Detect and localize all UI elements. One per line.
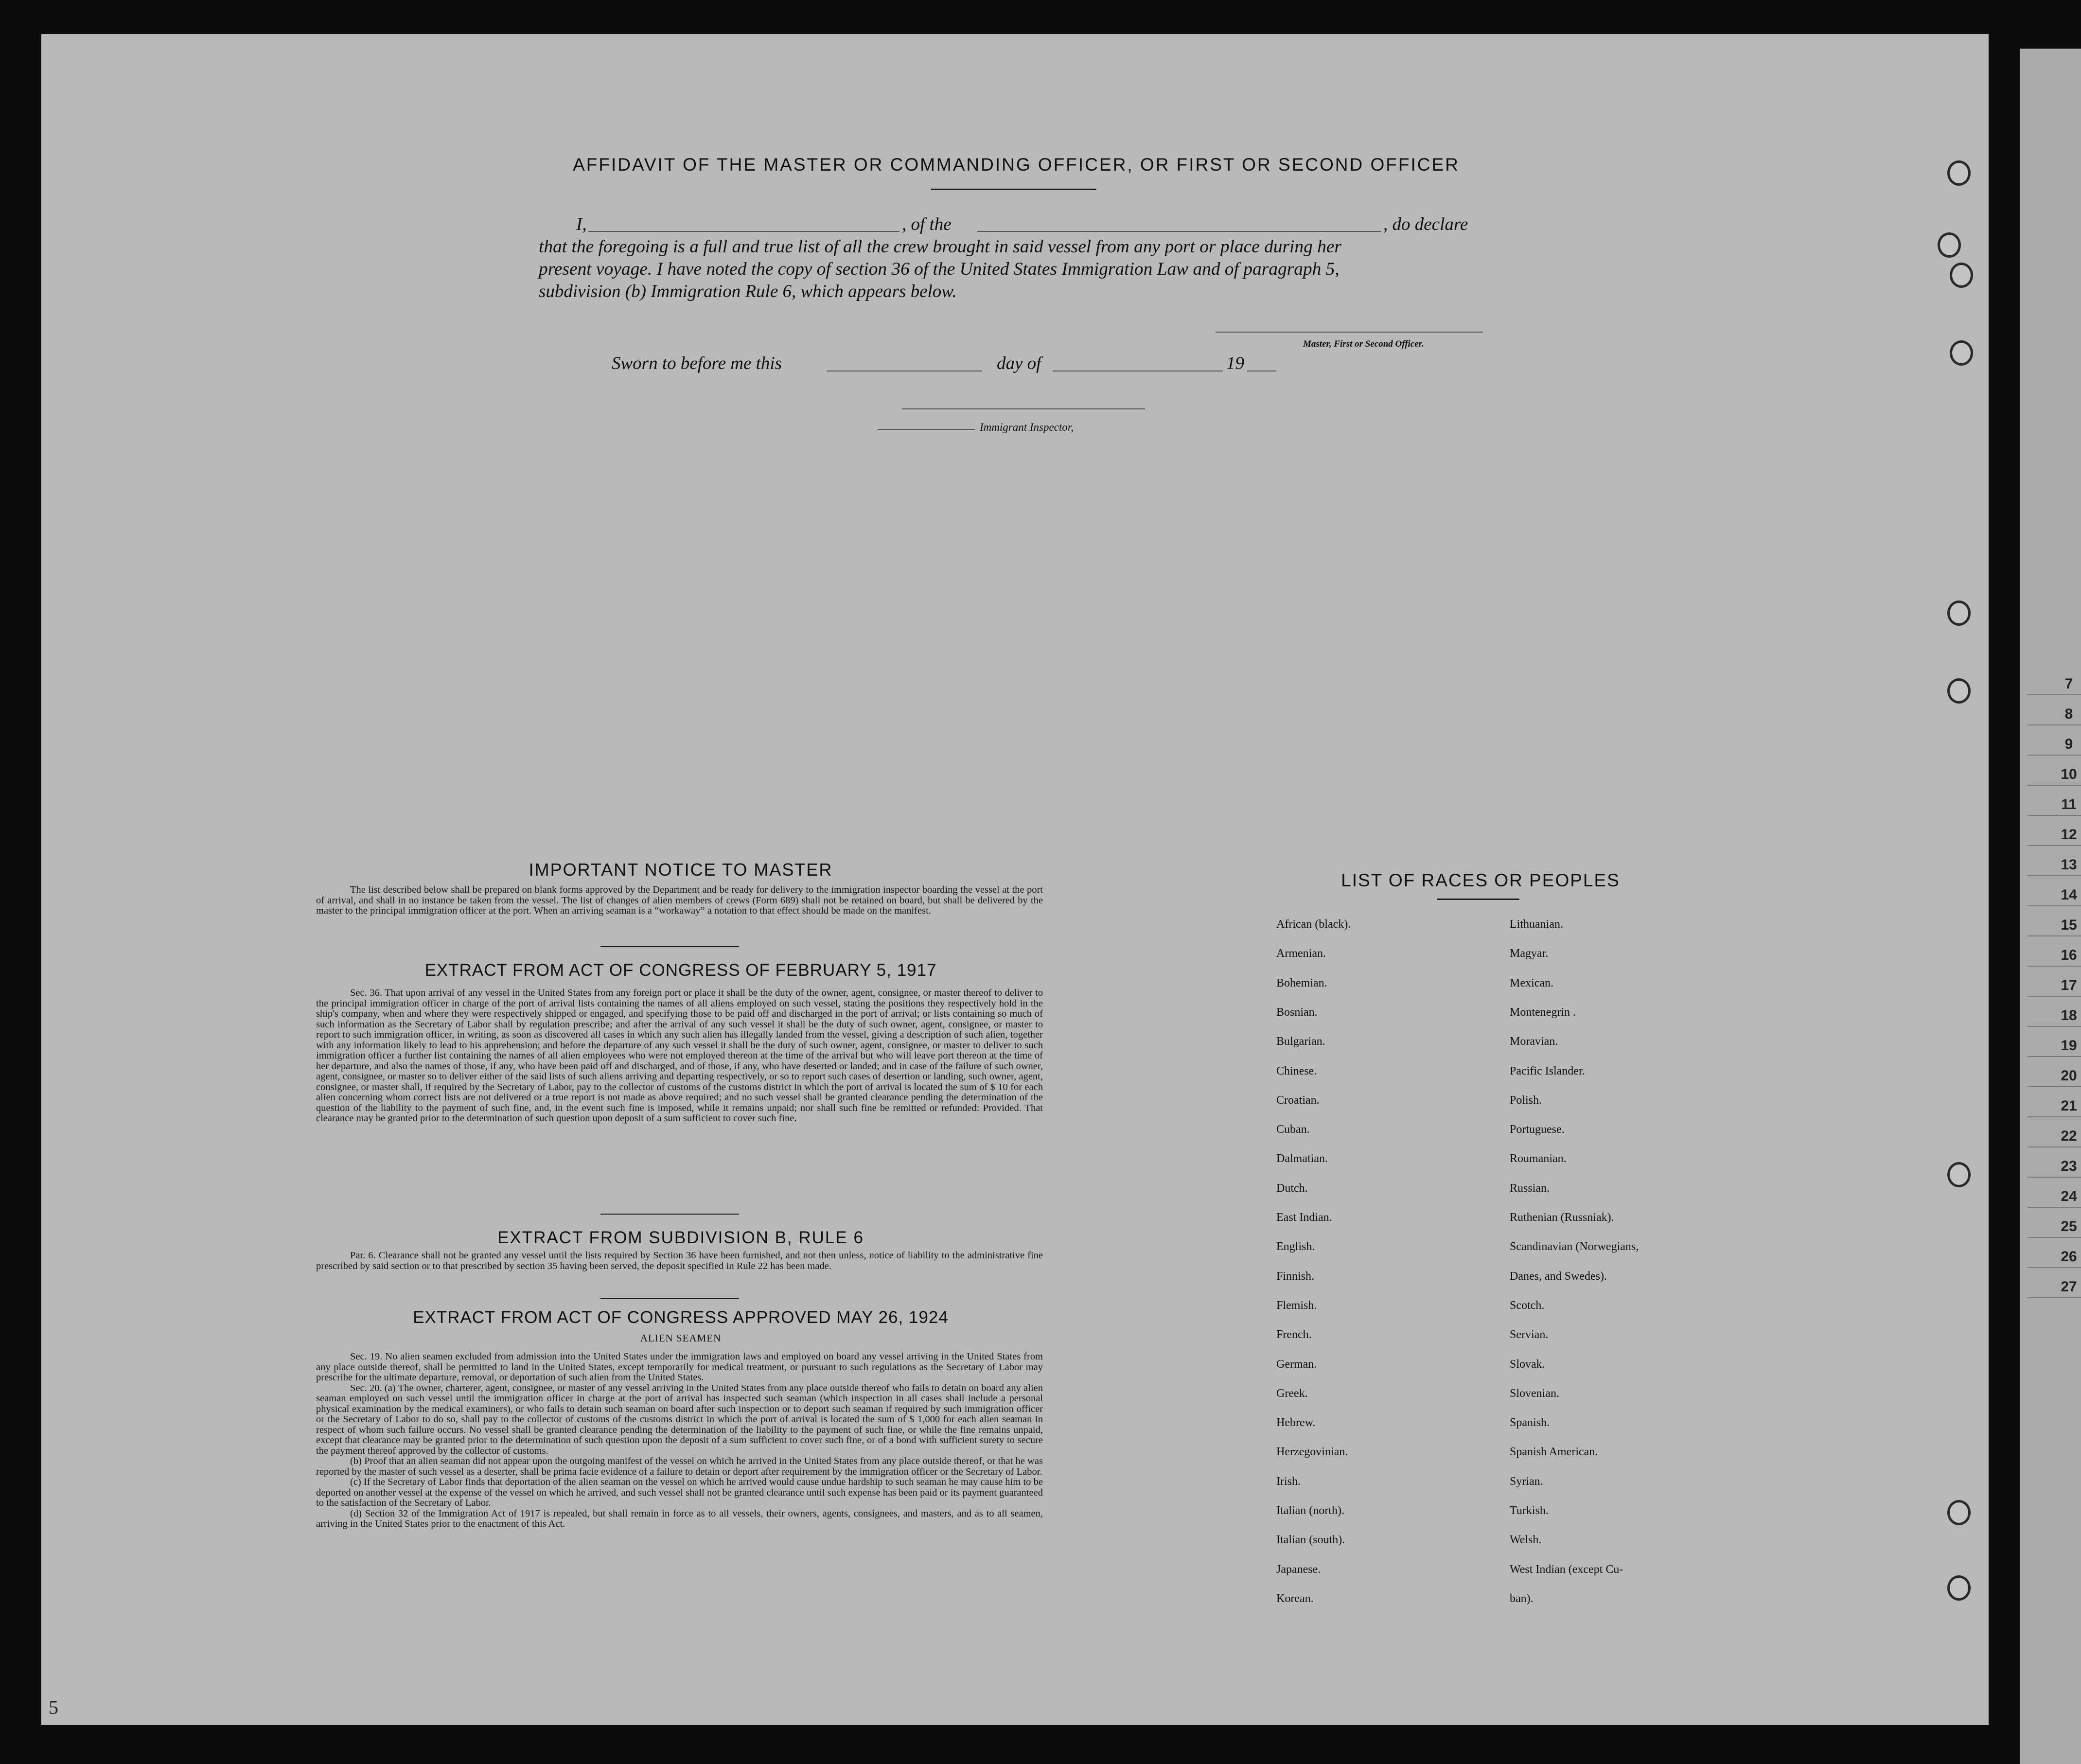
extract-1924-subtitle: ALIEN SEAMEN <box>640 1332 722 1344</box>
strip-rule <box>2028 935 2081 936</box>
affidavit-title: AFFIDAVIT OF THE MASTER OR COMMANDING OFFICER, OR FIRST OR SECOND OFFICER <box>573 155 1460 175</box>
extract-1924-title: EXTRACT FROM ACT OF CONGRESS APPROVED MAY 26, 1924 <box>413 1308 949 1327</box>
declaration-of-the: , of the <box>902 214 952 234</box>
strip-rule <box>2028 996 2081 997</box>
race-item: Cuban. <box>1276 1123 1310 1136</box>
race-item: Japanese. <box>1276 1563 1321 1576</box>
strip-rule <box>2028 1297 2081 1298</box>
race-item: ban). <box>1510 1592 1534 1605</box>
strip-number: 10 <box>2061 766 2077 782</box>
races-title-rule <box>1437 899 1519 900</box>
binder-hole <box>1947 600 1971 626</box>
master-signature-caption: Master, First or Second Officer. <box>1303 339 1424 349</box>
extract-rule6-text: Par. 6. Clearance shall not be granted any vessel until the lists required by Section 36 have been furnished, and not then unless, notice of liability to the administrative fine prescribed by said section or to that prescribed by section 35 having been served, the deposit specified in Rule 22 has been made. <box>316 1250 1043 1271</box>
strip-number: 11 <box>2061 796 2077 812</box>
race-item: Lithuanian. <box>1510 918 1563 931</box>
corner-mark: 5 <box>49 1696 58 1718</box>
race-item: Bulgarian. <box>1276 1035 1325 1048</box>
strip-number: 19 <box>2061 1038 2077 1054</box>
strip-number: 27 <box>2061 1279 2077 1295</box>
race-item: Bohemian. <box>1276 976 1327 989</box>
strip-number: 9 <box>2064 736 2073 752</box>
strip-rule <box>2028 724 2081 725</box>
adjacent-page-strip <box>2020 49 2081 1764</box>
race-item: African (black). <box>1276 918 1351 931</box>
strip-number: 15 <box>2061 917 2077 933</box>
strip-rule <box>2028 1207 2081 1208</box>
race-item: Italian (south). <box>1276 1534 1345 1547</box>
race-item: Flemish. <box>1276 1299 1317 1312</box>
notice-rule <box>600 946 739 947</box>
strip-number: 25 <box>2061 1218 2077 1235</box>
race-item: Montenegrin . <box>1510 1005 1576 1019</box>
strip-rule <box>2028 1116 2081 1117</box>
strip-number: 18 <box>2061 1007 2077 1023</box>
strip-rule <box>2028 875 2081 876</box>
extract-rule6-title: EXTRACT FROM SUBDIVISION B, RULE 6 <box>497 1228 864 1247</box>
race-item: Spanish. <box>1510 1416 1550 1429</box>
race-item: Croatian. <box>1276 1094 1320 1107</box>
strip-number: 7 <box>2064 676 2073 692</box>
race-item: Irish. <box>1276 1475 1301 1488</box>
strip-number: 20 <box>2061 1068 2077 1084</box>
race-item: Korean. <box>1276 1592 1314 1605</box>
race-item: French. <box>1276 1328 1312 1341</box>
binder-hole <box>1938 232 1961 258</box>
strip-number: 13 <box>2061 857 2077 873</box>
strip-number: 23 <box>2061 1158 2077 1174</box>
race-item: Spanish American. <box>1510 1446 1598 1459</box>
sworn-year-blank <box>1247 370 1276 371</box>
title-rule <box>931 189 1096 190</box>
extract-1917-text: Sec. 36. That upon arrival of any vessel in the United States from any foreign port or place it shall be the duty of the owner, agent, consignee, or master thereof to deliver to the principal immigration officer in charge of the port of arrival lists containing the names of all aliens employed on such vessel, stating the positions they respectively hold in the ship's company, when and where they were respectively shipped or engaged, and specifying those to be paid off and discharged in the port of arrival; or lists containing so much of such information as the Secretary of Labor shall by regulation prescribe; and after the arrival of any such vessel it shall be the duty of such owner, agent, consignee, or master to report to such immigration officer, in writing, as soon as discovered all cases in which any such alien has illegally landed from the vessel, giving a description of such alien, together with any information likely to lead to his apprehension; and before the departure of any such vessel it shall be the duty of such owner, agent, consignee, or master to deliver to such immigration officer a further list containing the names of all alien employees who were not employed thereon at the time of the arrival but who will leave port thereon at the time of her departure, and also the names of those, if any, who have been paid off and discharged, and of those, if any, who have deserted or landed; and in case of the failure of such owner, agent, consignee, or master so to deliver either of the said lists of such aliens arriving and departing respectively, or so to report such cases of desertion or landing, such owner, agent, consignee, or master shall, if required by the Secretary of Labor, pay to the collector of customs of the customs district in which the port of arrival is located the sum of $ 10 for each alien concerning whom correct lists are not delivered or a true report is not made as above required; and no such vessel shall be granted clearance pending the determination of the question of the liability to the payment of such fine, and, in the event such fine is imposed, while it remains unpaid; nor shall such fine be remitted or refunded: Provided. That clearance may be granted prior to the determination of such question upon deposit of a sum sufficient to cover such fine. <box>316 988 1043 1124</box>
race-item: Russian. <box>1510 1182 1550 1195</box>
declaration-do-declare: , do declare <box>1383 214 1468 234</box>
extract-1917-title: EXTRACT FROM ACT OF CONGRESS OF FEBRUARY 5, 1917 <box>424 961 937 980</box>
strip-number: 8 <box>2064 706 2073 722</box>
strip-number: 22 <box>2061 1128 2077 1144</box>
race-item: Ruthenian (Russniak). <box>1510 1211 1614 1224</box>
race-item: Bosnian. <box>1276 1005 1318 1019</box>
strip-number: 16 <box>2061 947 2077 963</box>
name-blank-line <box>588 231 899 232</box>
strip-rule <box>2028 1237 2081 1238</box>
race-item: Slovak. <box>1510 1358 1545 1371</box>
race-item: Mexican. <box>1510 976 1553 989</box>
strip-rule <box>2028 1056 2081 1057</box>
race-item: Welsh. <box>1510 1534 1542 1547</box>
race-item: Dalmatian. <box>1276 1152 1328 1165</box>
sworn-year-prefix: 19 <box>1226 353 1244 373</box>
extract-rule6-rule <box>600 1298 739 1299</box>
extract-1924-text: Sec. 19. No alien seamen excluded from admission into the United States under the immigration laws and employed on board any vessel arriving in the United States from any place outside thereof, shall be permitted to land in the United States, except temporarily for medical treatment, or pursuant to such regulations as the Secretary of Labor may prescribe for the ultimate departure, removal, or deportation of such alien from the United States. Sec. 20. (a) The owner, charterer, agent, consignee, or master of any vessel arriving in the United States from any place outside thereof who fails to detain on board any alien seaman employed on such vessel until the immigration officer in charge at the port of arrival has inspected such seaman (which inspection in all cases shall include a personal physical examination by the medical examiners), or who fails to detain such seaman on board after such inspection or to deport such seaman if required by such immigration officer or the Secretary of Labor to do so, shall pay to the collector of customs of the customs district in which the port of arrival is located the sum of $ 1,000 for each alien seaman in respect of whom such failure occurs. No vessel shall be granted clearance pending the determination of the liability to the payment of such fine, or while the fine remains unpaid, except that clearance may be granted prior to the determination of such question upon the deposit of a sum sufficient to cover such fine, or of a bond with sufficient surety to secure the payment thereof approved by the collector of customs. (b) Proof that an alien seaman did not appear upon the outgoing manifest of the vessel on which he arrived in the United States from any place outside thereof, or that he was reported by the master of such vessel as a deserter, shall be prima facie evidence of a failure to detain or deport after requirement by the immigration officer or the Secretary of Labor. (c) If the Secretary of Labor finds that deportation of the alien seaman on the vessel on which he arrived would cause undue hardship to such seaman he may cause him to be deported on another vessel at the expense of the vessel on which he arrived, and such vessel shall not be granted clearance until such expense has been paid or its payment guaranteed to the satisfaction of the Secretary of Labor. (d) Section 32 of the Immigration Act of 1917 is repealed, but shall remain in force as to all vessels, their owners, agents, consignees, and masters, and as to all seamen, arriving in the United States prior to the enactment of this Act. <box>316 1351 1043 1530</box>
race-item: Slovenian. <box>1510 1387 1559 1400</box>
sworn-day-of: day of <box>997 353 1041 373</box>
race-item: Turkish. <box>1510 1504 1549 1517</box>
race-item: Roumanian. <box>1510 1152 1567 1165</box>
race-item: Servian. <box>1510 1328 1549 1341</box>
race-item: Finnish. <box>1276 1270 1315 1283</box>
strip-rule <box>2028 815 2081 816</box>
strip-rule <box>2028 785 2081 786</box>
race-item: German. <box>1276 1358 1317 1371</box>
strip-rule <box>2028 694 2081 695</box>
master-signature-line <box>1216 332 1483 333</box>
notice-title: IMPORTANT NOTICE TO MASTER <box>529 860 833 880</box>
race-item: East Indian. <box>1276 1211 1332 1224</box>
strip-number: 12 <box>2061 827 2077 843</box>
strip-rule <box>2028 1026 2081 1027</box>
binder-hole <box>1947 1500 1971 1525</box>
race-item: Syrian. <box>1510 1475 1543 1488</box>
race-item: Italian (north). <box>1276 1504 1344 1517</box>
vessel-blank-line <box>977 231 1381 232</box>
declaration-line-3: present voyage. I have noted the copy of section 36 of the United States Immigration Law and of paragraph 5, <box>539 259 1340 279</box>
strip-rule <box>2028 1267 2081 1268</box>
race-item: Scotch. <box>1510 1299 1545 1312</box>
strip-rule <box>2028 966 2081 967</box>
inspector-upper-line <box>902 408 1145 409</box>
strip-number: 26 <box>2061 1249 2077 1265</box>
inspector-caption: Immigrant Inspector, <box>980 421 1074 433</box>
strip-rule <box>2028 755 2081 756</box>
race-item: Dutch. <box>1276 1182 1308 1195</box>
race-item: Hebrew. <box>1276 1416 1316 1429</box>
binder-hole <box>1947 160 1971 186</box>
race-item: Magyar. <box>1510 947 1549 960</box>
strip-rule <box>2028 845 2081 846</box>
races-title: LIST OF RACES OR PEOPLES <box>1341 870 1620 890</box>
binder-hole <box>1947 678 1971 704</box>
declaration-i: I, <box>576 214 587 234</box>
strip-number: 24 <box>2061 1188 2077 1204</box>
strip-number: 14 <box>2061 887 2077 903</box>
strip-number: 17 <box>2061 977 2077 993</box>
race-item: West Indian (except Cu- <box>1510 1563 1623 1576</box>
sworn-label: Sworn to before me this <box>612 353 782 373</box>
binder-hole <box>1950 340 1973 366</box>
race-item: Armenian. <box>1276 947 1326 960</box>
extract-1917-rule <box>600 1214 739 1215</box>
declaration-line-4: subdivision (b) Immigration Rule 6, which appears below. <box>539 282 957 301</box>
strip-rule <box>2028 1086 2081 1087</box>
sworn-day-blank <box>827 370 982 371</box>
strip-rule <box>2028 905 2081 906</box>
race-item: English. <box>1276 1240 1315 1253</box>
notice-text: The list described below shall be prepared on blank forms approved by the Department and be ready for delivery to the immigration inspector boarding the vessel at the port of arrival, and shall in no instance be taken from the vessel. The list of changes of alien members of crews (Form 689) shall not be retained on board, but shall be delivered by the master to the principal immigration officer at the port. When an arriving seaman is a “workaway” a notation to that effect should be made on the manifest. <box>316 884 1043 917</box>
race-item: Polish. <box>1510 1094 1542 1107</box>
binder-hole <box>1950 263 1973 288</box>
sworn-month-blank <box>1053 370 1223 371</box>
strip-number: 21 <box>2061 1098 2077 1114</box>
inspector-signature-line <box>878 429 975 430</box>
race-item: Greek. <box>1276 1387 1308 1400</box>
race-item: Moravian. <box>1510 1035 1558 1048</box>
race-item: Scandinavian (Norwegians, <box>1510 1240 1639 1253</box>
binder-hole <box>1947 1575 1971 1601</box>
declaration-line-2: that the foregoing is a full and true list of all the crew brought in said vessel from any port or place during her <box>539 237 1341 257</box>
binder-hole <box>1947 1162 1971 1187</box>
race-item: Danes, and Swedes). <box>1510 1270 1607 1283</box>
race-item: Pacific Islander. <box>1510 1064 1585 1077</box>
race-item: Portuguese. <box>1510 1123 1565 1136</box>
strip-rule <box>2028 1177 2081 1178</box>
race-item: Chinese. <box>1276 1064 1317 1077</box>
race-item: Herzegovinian. <box>1276 1446 1348 1459</box>
